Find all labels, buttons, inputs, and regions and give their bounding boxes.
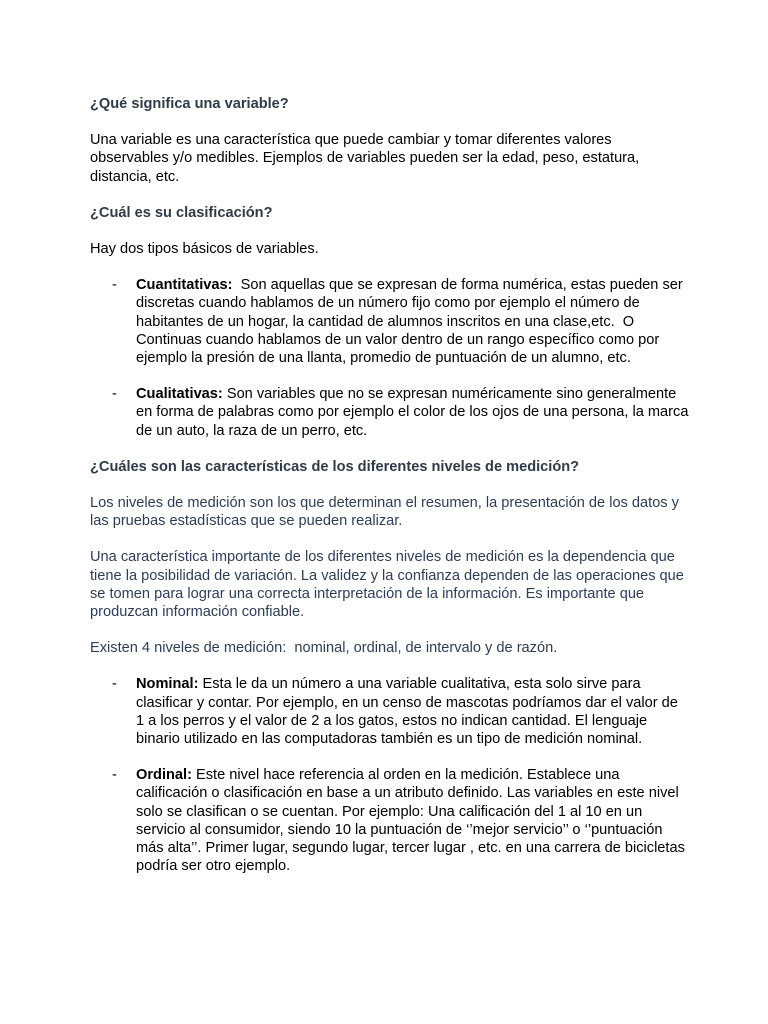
description-quantitative: Son aquellas que se expresan de forma numérica, estas pueden ser discretas cuando hablamos de un número fijo como por ejemplo el número de habitantes de un hogar, la cantidad de alumnos inscritos en una clase,etc. O Continuas cuando hablamos de un valor dentro de un rango específico como por ejemplo la presión de una llanta, promedio de puntuación de un alumno, etc. [136,277,687,367]
measurement-levels-list [90,675,690,875]
list-item-nominal [90,675,690,748]
paragraph-levels-determine: Los niveles de medición son los que determinan el resumen, la presentación de los datos y las pruebas estadísticas que se pueden realizar. [90,495,679,530]
term-ordinal: Ordinal: [136,767,192,784]
heading-classification: ¿Cuál es su clasificación? [90,204,273,221]
term-quantitative: Cuantitativas: [136,277,233,294]
list-dash: - [112,676,117,693]
list-item-ordinal [90,766,690,875]
heading-measurement-levels: ¿Cuáles son las características de los diferentes niveles de medición? [90,458,580,475]
list-dash: - [112,767,117,784]
list-dash: - [112,277,117,294]
term-qualitative: Cualitativas: [136,386,223,403]
variable-types-list [90,276,690,440]
list-item-quantitative [90,276,690,367]
description-nominal: Esta le da un número a una variable cualitativa, esta solo sirve para clasificar y contar. Por ejemplo, en un censo de mascotas podríamos dar el valor de 1 a los perros y el valor de 2 a los gatos, estos no indican cantidad. El lenguaje binario utilizado en las computadoras también es un tipo de medición nominal. [136,676,678,748]
description-ordinal: Este nivel hace referencia al orden en la medición. Establece una calificación o clasificación en base a un atributo definido. Las variables en este nivel solo se clasifican o se cuentan. Por ejemplo: Una calificación del 1 al 10 en un servicio al consumidor, siendo 10 la puntuación de ‘’mejor servicio’’ o ‘’puntuación más alta’’. Primer lugar, segundo lugar, tercer lugar , etc. en una carrera de bicicletas podría ser otro ejemplo. [136,767,685,875]
paragraph-variable-definition: Una variable es una característica que puede cambiar y tomar diferentes valores observables y/o medibles. Ejemplos de variables pueden ser la edad, peso, estatura, distancia, etc. [90,132,640,185]
paragraph-four-levels: Existen 4 niveles de medición: nominal, ordinal, de intervalo y de razón. [90,640,558,657]
document-page [90,95,690,894]
description-qualitative: Son variables que no se expresan numéricamente sino generalmente en forma de palabras como por ejemplo el color de los ojos de una persona, la marca de un auto, la raza de un perro, etc. [136,386,689,439]
term-nominal: Nominal: [136,676,199,693]
paragraph-important-characteristic: Una característica importante de los diferentes niveles de medición es la dependencia que tiene la posibilidad de variación. La validez y la confianza dependen de las operaciones que se tomen para lograr una correcta interpretación de la información. Es importante que produzcan información confiable. [90,549,684,621]
list-item-qualitative [90,385,690,440]
heading-what-is-variable: ¿Qué significa una variable? [90,96,289,112]
list-dash: - [112,386,117,403]
paragraph-two-types: Hay dos tipos básicos de variables. [90,241,319,258]
